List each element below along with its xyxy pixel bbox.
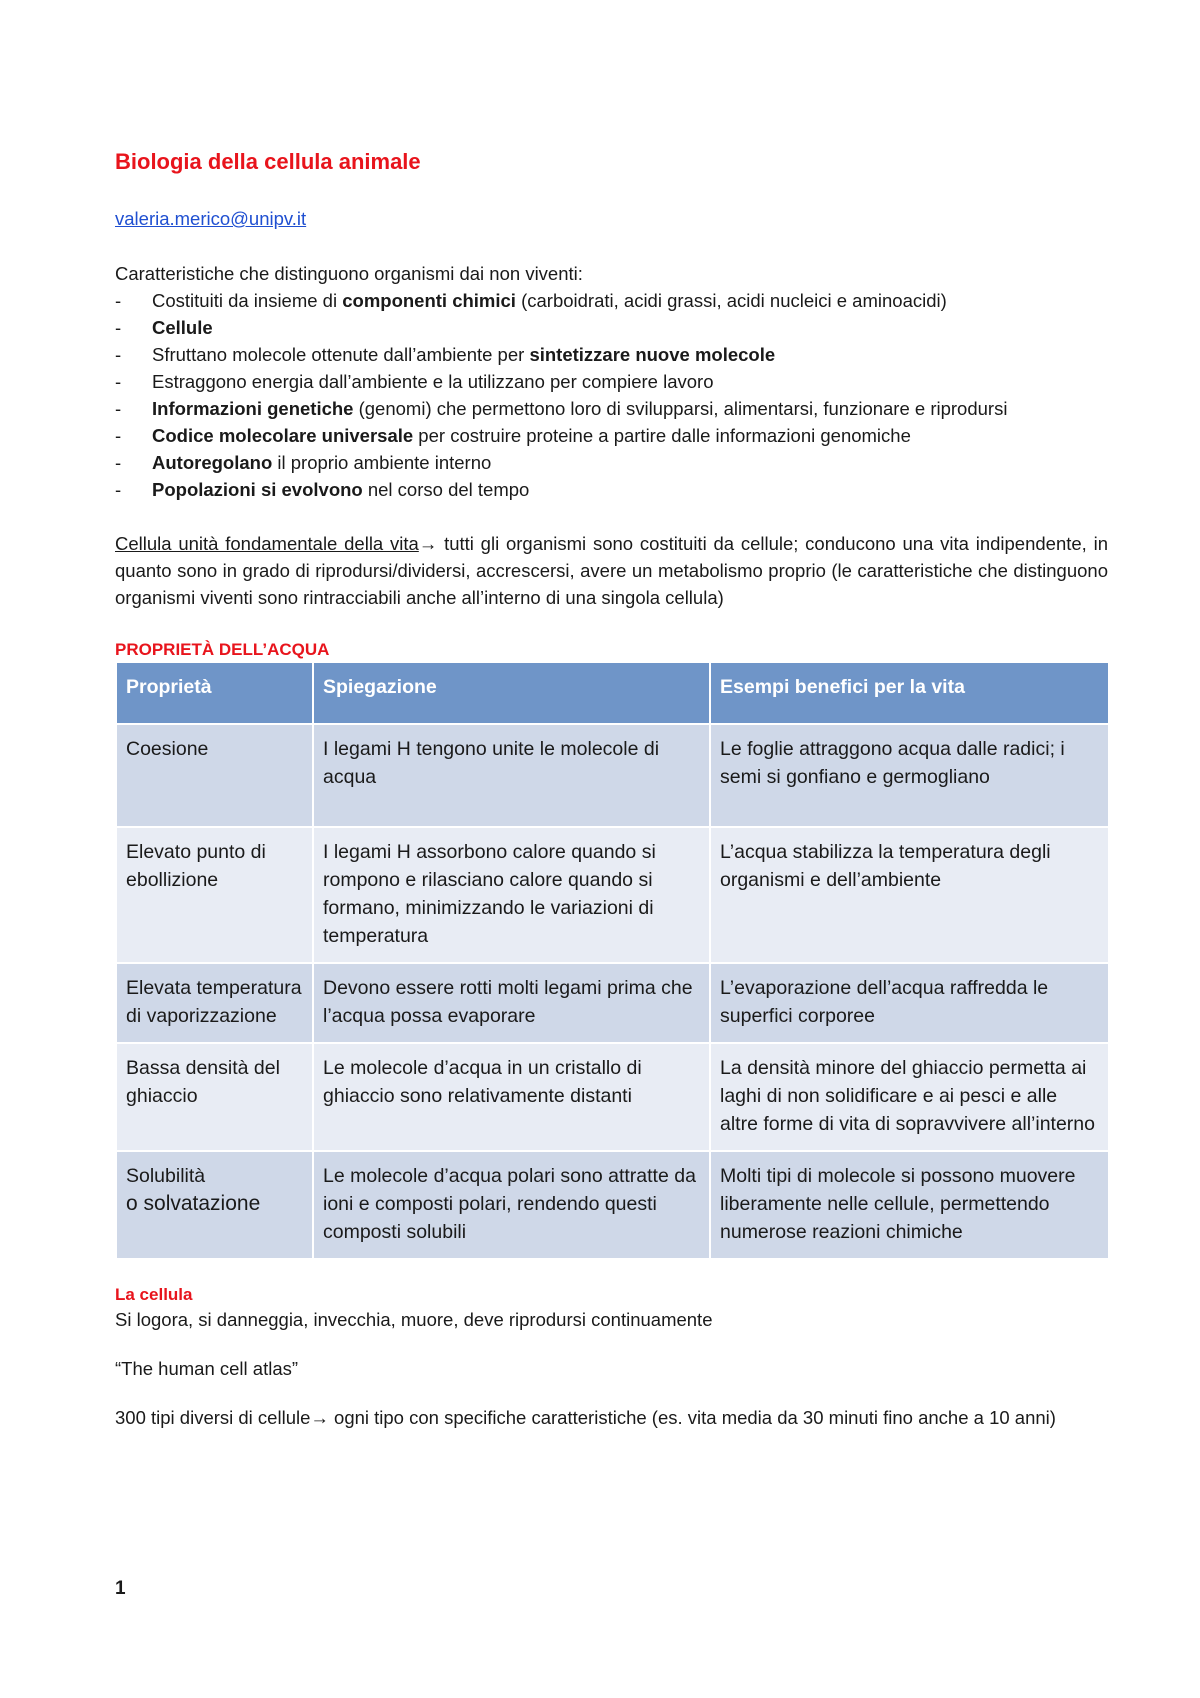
table-cell: L’acqua stabilizza la temperatura degli organismi e dell’ambiente (710, 827, 1109, 963)
table-row (116, 827, 1109, 963)
table-cell: Devono essere rotti molti legami prima che l’acqua possa evaporare (313, 963, 710, 1043)
table-cell: Molti tipi di molecole si possono muovere liberamente nelle cellule, permettendo numerose reazioni chimiche (710, 1151, 1109, 1259)
arrow-icon: → (418, 533, 438, 554)
list-item: - Codice molecolare universale per costruire proteine a partire dalle informazioni genomiche (115, 422, 1108, 449)
table-cell: Elevato punto di ebollizione (116, 827, 313, 963)
table-header-row (116, 662, 1109, 724)
column-header: Spiegazione (313, 662, 710, 724)
table-row (116, 724, 1109, 827)
list-item: - Cellule (115, 314, 1108, 341)
list-item: - Sfruttano molecole ottenute dall’ambiente per sintetizzare nuove molecole (115, 341, 1108, 368)
water-properties-table (115, 661, 1110, 1260)
email-link[interactable]: valeria.merico@unipv.it (115, 208, 307, 229)
table-row (116, 963, 1109, 1043)
list-item: - Informazioni genetiche (genomi) che permettono loro di svilupparsi, alimentarsi, funzionare e riprodursi (115, 395, 1108, 422)
atlas-line: “The human cell atlas” (115, 1358, 299, 1379)
list-item: - Costituiti da insieme di componenti chimici (carboidrati, acidi grassi, acidi nucleici e aminoacidi) (115, 287, 1108, 314)
table-cell: Le molecole d’acqua in un cristallo di ghiaccio sono relativamente distanti (313, 1043, 710, 1151)
list-item: - Popolazioni si evolvono nel corso del tempo (115, 476, 1108, 503)
document-content (115, 148, 1108, 1431)
table-cell: L’evaporazione dell’acqua raffredda le superfici corporee (710, 963, 1109, 1043)
characteristics-list (115, 287, 1108, 503)
cell-heading: La cellula (115, 1285, 193, 1304)
column-header: Esempi benefici per la vita (710, 662, 1109, 724)
table-cell: Bassa densità del ghiaccio (116, 1043, 313, 1151)
table-cell: Le molecole d’acqua polari sono attratte da ioni e composti polari, rendendo questi composti solubili (313, 1151, 710, 1259)
cell-description: Si logora, si danneggia, invecchia, muore, deve riprodursi continuamente (115, 1309, 713, 1330)
table-cell: I legami H assorbono calore quando si rompono e rilasciano calore quando si formano, minimizzando le variazioni di temperatura (313, 827, 710, 963)
table-cell: Elevata temperatura di vaporizzazione (116, 963, 313, 1043)
table-cell: La densità minore del ghiaccio permetta ai laghi di non solidificare e ai pesci e alle altre forme di vita di sopravvivere all’interno (710, 1043, 1109, 1151)
intro-line: Caratteristiche che distinguono organismi dai non viventi: (115, 263, 583, 284)
page-number: 1 (115, 1578, 126, 1599)
table-cell: Le foglie attraggono acqua dalle radici; i semi si gonfiano e germogliano (710, 724, 1109, 827)
cell-unit-term: Cellula unità fondamentale della vita (115, 533, 419, 554)
table-row (116, 1151, 1109, 1259)
column-header: Proprietà (116, 662, 313, 724)
table-cell: Coesione (116, 724, 313, 827)
water-properties-heading: PROPRIETÀ DELL’ACQUA (115, 640, 330, 659)
list-item: - Autoregolano il proprio ambiente interno (115, 449, 1108, 476)
table-row (116, 1043, 1109, 1151)
arrow-icon: → (310, 1407, 329, 1428)
document-title: Biologia della cellula animale (115, 149, 421, 174)
table-cell: Solubilità o solvatazione (116, 1151, 313, 1259)
list-item: - Estraggono energia dall’ambiente e la utilizzano per compiere lavoro (115, 368, 1108, 395)
table-cell: I legami H tengono unite le molecole di acqua (313, 724, 710, 827)
cell-types-paragraph: 300 tipi diversi di cellule→ ogni tipo con specifiche caratteristiche (es. vita media da 30 minuti fino anche a 10 anni) (115, 1407, 1056, 1428)
cell-unit-paragraph: Cellula unità fondamentale della vita→ tutti gli organismi sono costituiti da cellule; conducono una vita indipendente, in quanto sono in grado di riprodursi/dividersi, accrescersi, avere un metabolismo proprio (le caratteristiche che distinguono organismi viventi sono rintracciabili anche all’interno di una singola cellula) (115, 533, 1108, 608)
